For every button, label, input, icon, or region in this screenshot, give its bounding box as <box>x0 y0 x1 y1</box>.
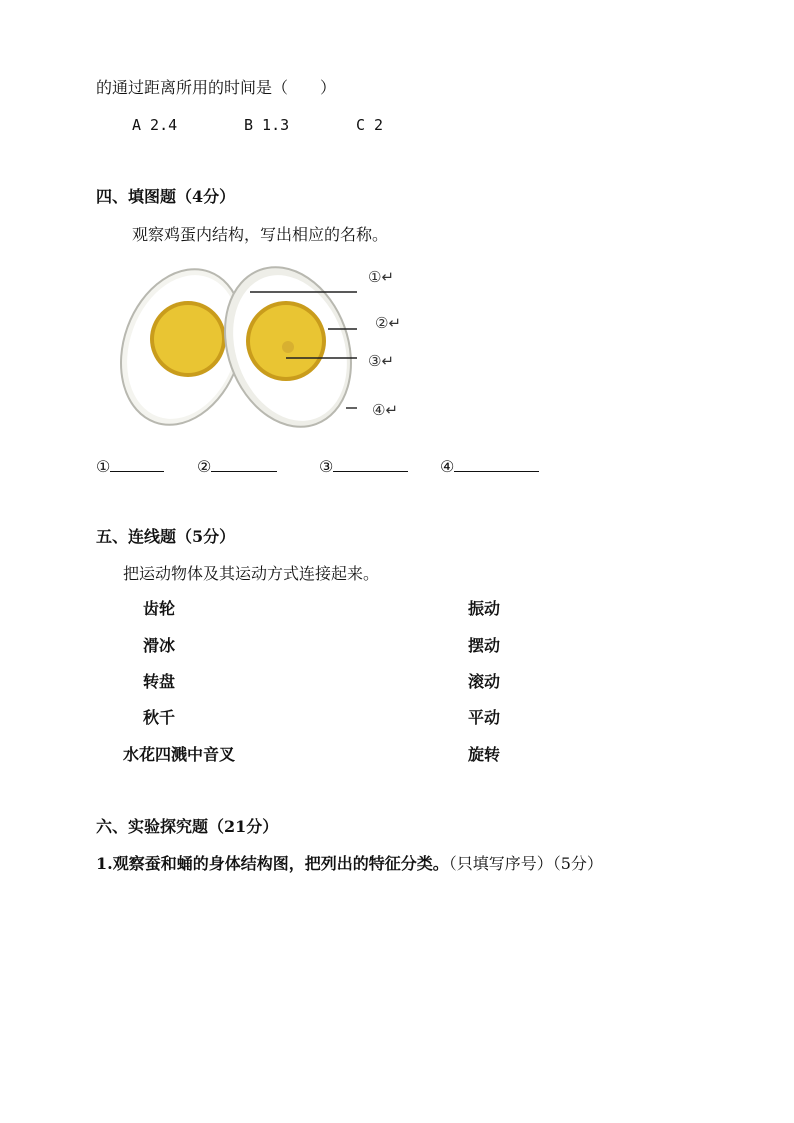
answer-blank-4[interactable] <box>440 455 539 477</box>
egg-diagram <box>110 255 420 435</box>
answer-marker-4: ④ <box>440 457 455 476</box>
match-left-item[interactable]: 水花四溅中音叉 <box>123 745 236 764</box>
egg-label-4: ④↵ <box>372 401 399 419</box>
answer-marker-1: ① <box>96 457 111 476</box>
egg-label-1: ①↵ <box>368 268 395 286</box>
option-a: A 2.4 <box>132 116 178 134</box>
section-5-instruction: 把运动物体及其运动方式连接起来。 <box>123 564 380 583</box>
match-right-item[interactable]: 平动 <box>468 708 501 727</box>
egg-label-2: ②↵ <box>375 314 402 332</box>
answer-marker-3: ③ <box>319 457 334 476</box>
option-b: B 1.3 <box>244 116 290 134</box>
match-right-item[interactable]: 摆动 <box>468 636 501 655</box>
section-6-heading: 六、实验探究题（21分） <box>96 817 279 836</box>
section-5-heading: 五、连线题（5分） <box>96 527 236 546</box>
question-1-text: 1.观察蚕和蛹的身体结构图，把列出的特征分类。 <box>96 854 449 873</box>
section-4-heading: 四、填图题（4分） <box>96 187 236 206</box>
question-1-note: （只填写序号）（5分） <box>448 854 603 873</box>
egg-label-3: ③↵ <box>368 352 395 370</box>
answer-blank-2[interactable] <box>197 455 277 477</box>
answer-marker-2: ② <box>197 457 212 476</box>
match-right-item[interactable]: 振动 <box>468 599 501 618</box>
question-tail: 的通过距离所用的时间是（ ） <box>96 78 337 97</box>
match-left-item[interactable]: 齿轮 <box>143 599 176 618</box>
match-left-item[interactable]: 秋千 <box>143 708 176 727</box>
section-4-instruction: 观察鸡蛋内结构，写出相应的名称。 <box>132 225 389 244</box>
match-left-item[interactable]: 转盘 <box>143 672 176 691</box>
section-6-question-1 <box>96 854 603 874</box>
answer-blank-3[interactable] <box>319 455 408 477</box>
answer-blank-1[interactable] <box>96 455 164 477</box>
match-left-item[interactable]: 滑冰 <box>143 636 176 655</box>
match-right-item[interactable]: 滚动 <box>468 672 501 691</box>
match-right-item[interactable]: 旋转 <box>468 745 501 764</box>
option-c: C 2 <box>356 116 384 134</box>
